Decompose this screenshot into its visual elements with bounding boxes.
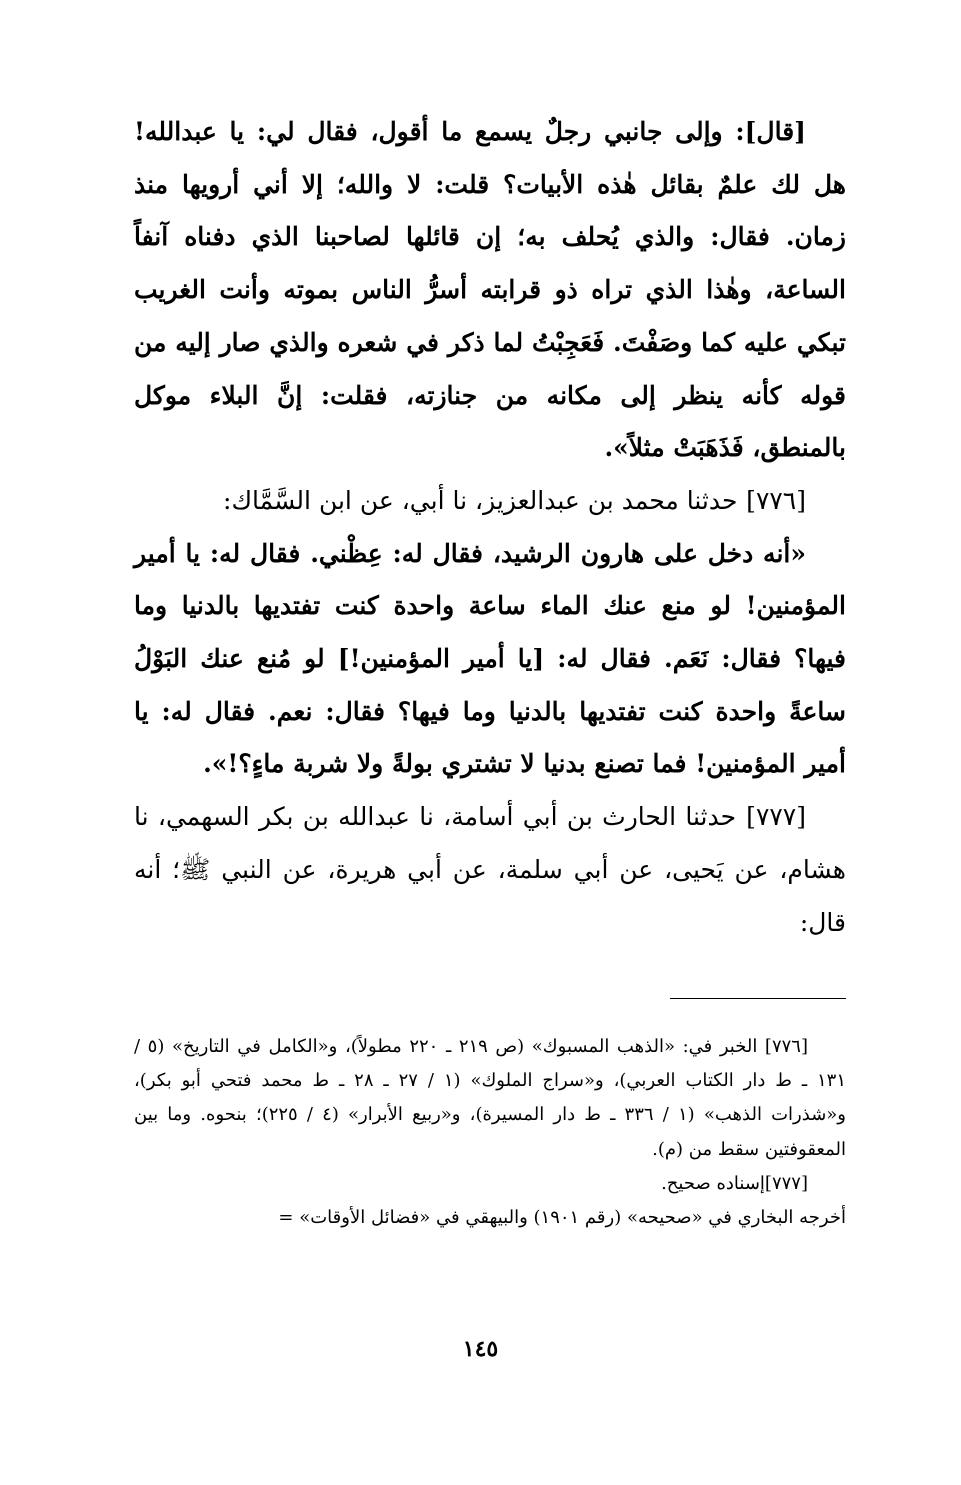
footnote-777-continuation: أخرجه البخاري في «صحيحه» (رقم ١٩٠١) والبيهقي في «فضائل الأوقات» = — [278, 1207, 846, 1229]
entry-number-776: [٧٧٦] — [746, 485, 806, 515]
footnote-separator — [670, 998, 846, 999]
footnote-777: [٧٧٧]إسناده صحيح. — [661, 1172, 808, 1194]
main-text — [134, 106, 846, 949]
page-number: ١٤٥ — [462, 1336, 499, 1362]
paragraph-777 — [134, 791, 846, 949]
paragraph-1: [قال]: وإلى جانبي رجلٌ يسمع ما أقول، فقال لي: يا عبدالله! هل لك علمٌ بقائل هٰذه الأبيات؟ قلت: لا والله؛ إلا أني أرويها منذ زمان. فقال: والذي يُحلف به؛ إن قائلها لصاحبنا الذي دفناه آنفاً الساعة، وهٰذا الذي تراه ذو قرابته أسرُّ الناس بموته وأنت الغريب تبكي عليه كما وصَفْتَ. فَعَجِبْتُ لما ذكر في شعره والذي صار إليه من قوله كأنه ينظر إلى مكانه من جنازته، فقلت: إنَّ البلاء موكل بالمنطق، فَذَهَبَتْ مثلاً». — [134, 117, 846, 463]
entry-number-777: [٧٧٧] — [746, 802, 806, 832]
isnad-777: حدثنا الحارث بن أبي أسامة، نا عبدالله بن بكر السهمي، نا هشام، عن يَحيى، عن أبي سلمة، عن أبي هريرة، عن النبي ﷺ؛ أنه قال: — [134, 802, 846, 937]
footnote-776: [٧٧٦] الخبر في: «الذهب المسبوك» (ص ٢١٩ ـ ٢٢٠ مطولاً)، و«الكامل في التاريخ» (٥ / ١٣١ ـ ط دار الكتاب العربي)، و«سراج الملوك» (١ / ٢٧ ـ ٢٨ ـ ط محمد فتحي أبو بكر)، و«شذرات الذهب» (١ / ٣٣٦ ـ ط دار المسيرة)، و«ربيع الأبرار» (٤ / ٢٢٥)؛ بنحوه. وما بين المعقوفتين سقط من (م). — [134, 1036, 847, 1160]
isnad-776: حدثنا محمد بن عبدالعزيز، نا أبي، عن ابن السَّمَّاك: — [223, 485, 738, 515]
paragraph-776 — [134, 475, 846, 528]
paragraph-776-matn: «أنه دخل على هارون الرشيد، فقال له: عِظْني. فقال له: يا أمير المؤمنين! لو منع عنك الماء ساعة واحدة كنت تفتديها بالدنيا وما فيها؟ فقال: نَعَم. فقال له: [يا أمير المؤمنين!] لو مُنع عنك البَوْلُ ساعةً واحدة كنت تفتديها بالدنيا وما فيها؟ فقال: نعم. فقال له: يا أمير المؤمنين! فما تصنع بدنيا لا تشتري بولةً ولا شربة ماءٍ؟!». — [134, 538, 846, 779]
footnotes — [134, 1030, 846, 1235]
